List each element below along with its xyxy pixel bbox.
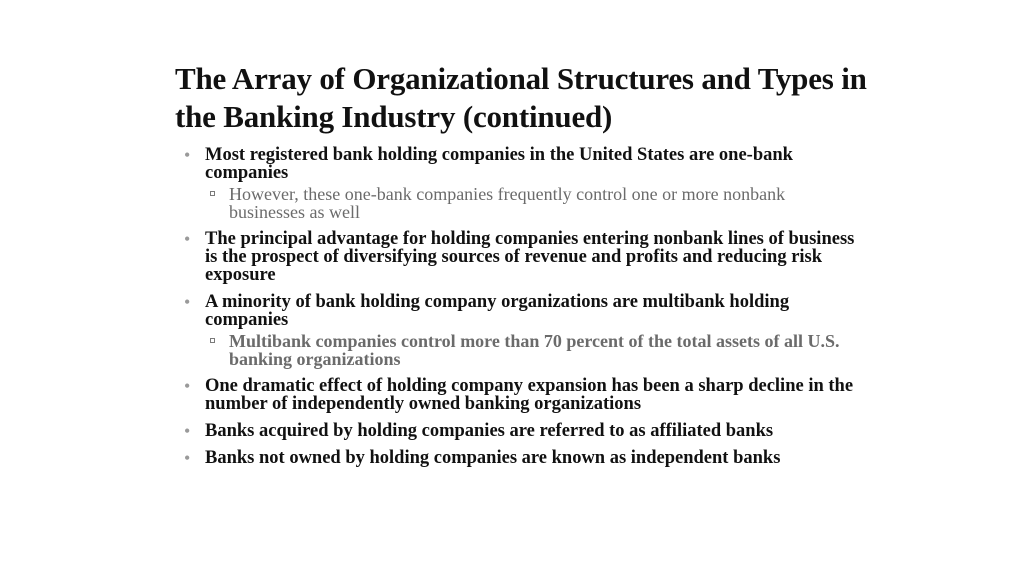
bullet-item bbox=[184, 449, 864, 467]
bullet-text: Most registered bank holding companies in the United States are one-bank companies bbox=[205, 145, 793, 183]
sub-bullet-list bbox=[205, 332, 864, 368]
sub-bullet-text: Multibank companies control more than 70 percent of the total assets of all U.S. banking organizations bbox=[229, 331, 840, 369]
bullet-item bbox=[184, 422, 864, 440]
bullet-text: The principal advantage for holding companies entering nonbank lines of business is the prospect of diversifying sources of revenue and profits and reducing risk exposure bbox=[205, 229, 855, 285]
sub-bullet-text: However, these one-bank companies frequently control one or more nonbank businesses as well bbox=[229, 184, 786, 222]
slide-title: The Array of Organizational Structures and Types in the Banking Industry (continued) bbox=[175, 61, 867, 134]
bullet-list bbox=[184, 146, 864, 476]
bullet-dot-icon: • bbox=[184, 229, 191, 249]
bullet-item bbox=[184, 230, 864, 284]
square-bullet-icon bbox=[210, 338, 215, 343]
bullet-text: A minority of bank holding company organizations are multibank holding companies bbox=[205, 292, 790, 330]
bullet-text: One dramatic effect of holding company expansion has been a sharp decline in the number of independently owned banking organizations bbox=[205, 376, 854, 414]
bullet-item bbox=[184, 146, 864, 221]
square-bullet-icon bbox=[210, 191, 215, 196]
bullet-text: Banks acquired by holding companies are referred to as affiliated banks bbox=[205, 421, 774, 441]
bullet-dot-icon: • bbox=[184, 448, 191, 468]
sub-bullet-item bbox=[205, 332, 864, 368]
bullet-dot-icon: • bbox=[184, 292, 191, 312]
sub-bullet-list bbox=[205, 185, 864, 221]
bullet-dot-icon: • bbox=[184, 145, 191, 165]
bullet-text: Banks not owned by holding companies are known as independent banks bbox=[205, 448, 781, 468]
bullet-item bbox=[184, 377, 864, 413]
bullet-item bbox=[184, 293, 864, 368]
bullet-dot-icon: • bbox=[184, 421, 191, 441]
sub-bullet-item bbox=[205, 185, 864, 221]
bullet-dot-icon: • bbox=[184, 376, 191, 396]
